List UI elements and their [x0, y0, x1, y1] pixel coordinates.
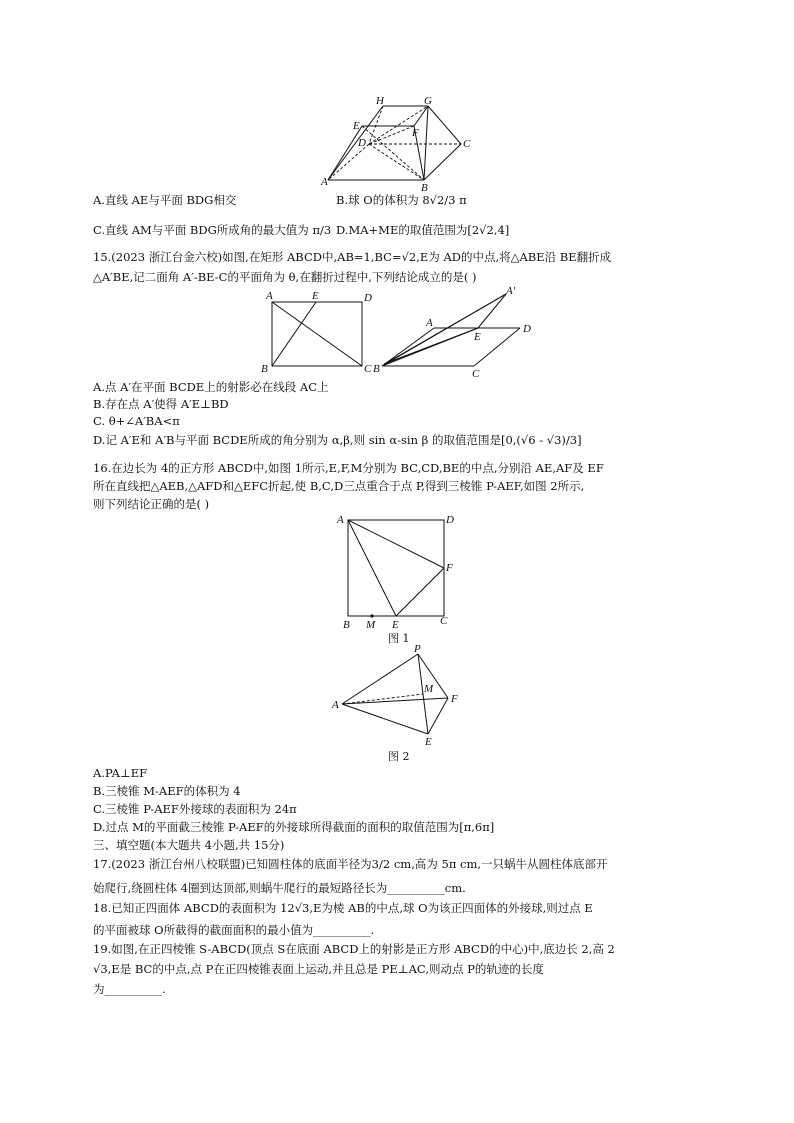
q16-fig1-label: M [366, 619, 376, 631]
q16-fig1-label: C [440, 615, 448, 627]
q15-stem-line1: 15.(2023 浙江台金六校)如图,在矩形 ABCD中,AB=1,BC=√2,E为 AD的中点,将△ABE沿 BE翻折成 [93, 250, 612, 264]
q16-fig2-caption: 图 2 [388, 750, 410, 763]
fig-top-label: G [424, 95, 432, 107]
q15-fig-left-label: E [312, 290, 319, 302]
fig-top-label: F [412, 127, 419, 139]
q15-option-a: A.点 A′在平面 BCDE上的射影必在线段 AC上 [93, 380, 329, 394]
q16-figure-2 [330, 644, 470, 748]
fig-top-label: A [321, 176, 328, 188]
q14-option-b: B.球 O的体积为 8√2/3 π [336, 193, 467, 207]
q16-fig2-label: F [451, 693, 458, 705]
q16-option-b: B.三棱锥 M-AEF的体积为 4 [93, 784, 241, 798]
fig-top-label: D [358, 137, 366, 149]
q15-fig-left-label: A [266, 290, 273, 302]
q15-fig-right-label: D [523, 323, 531, 335]
q17-line2: 始爬行,绕圆柱体 4圈到达顶部,则蜗牛爬行的最短路径长为__________cm. [93, 881, 466, 895]
fig-top-label: E [353, 120, 360, 132]
section-heading-fill-in: 三、填空题(本大题共 4小题,共 15分) [93, 838, 285, 852]
q16-fig1-label: E [392, 619, 399, 631]
fig-top-label: B [421, 182, 428, 192]
q17-line1: 17.(2023 浙江台州八校联盟)已知圆柱体的底面半径为3/2 cm,高为 5π cm,一只蜗牛从圆柱体底部开 [93, 857, 608, 871]
q15-fig-left-label: C [364, 363, 372, 374]
q15-fig-right-label: A [426, 317, 433, 329]
q15-option-c: C. θ+∠A′BA<π [93, 414, 180, 428]
q15-fig-right-label: A′ [506, 285, 516, 297]
q18-line1: 18.已知正四面体 ABCD的表面积为 12√3,E为棱 AB的中点,球 O为该正四面体的外接球,则过点 E [93, 901, 593, 915]
figure-top-solid [318, 92, 478, 192]
q16-figure-1 [334, 510, 464, 646]
q16-fig2-label: E [425, 736, 432, 748]
q18-line2: 的平面被球 O所截得的截面面积的最小值为__________. [93, 923, 375, 937]
q15-fig-right-label: B [373, 363, 380, 375]
q16-fig2-label: P [414, 644, 421, 655]
q16-fig2-label: A [332, 699, 339, 711]
q14-option-c: C.直线 AM与平面 BDG所成角的最大值为 π/3 [93, 223, 332, 237]
q16-stem-line2: 所在直线把△AEB,△AFD和△EFC折起,使 B,C,D三点重合于点 P,得到三棱锥 P-AEF,如图 2所示, [93, 479, 585, 493]
q16-fig1-label: B [343, 619, 350, 631]
q16-stem-line3: 则下列结论正确的是( ) [93, 497, 210, 511]
q16-option-c: C.三棱锥 P-AEF外接球的表面积为 24π [93, 802, 297, 816]
q15-option-b: B.存在点 A′使得 A′E⊥BD [93, 397, 229, 411]
q16-stem-line1: 16.在边长为 4的正方形 ABCD中,如图 1所示,E,F,M分别为 BC,CD,BE的中点,分别沿 AE,AF及 EF [93, 461, 604, 475]
q15-option-d: D.记 A′E和 A′B与平面 BCDE所成的角分别为 α,β,则 sin α-sin β 的取值范围是[0,(√6 - √3)/3] [93, 433, 582, 447]
q16-fig1-caption: 图 1 [388, 632, 410, 645]
q15-fig-left-label: D [364, 292, 372, 304]
q19-line3: 为__________. [93, 982, 166, 996]
q16-option-a: A.PA⊥EF [93, 766, 148, 780]
q15-figure-folded [370, 282, 540, 378]
q15-fig-right-label: E [474, 331, 481, 343]
q15-fig-left-label: B [261, 363, 268, 374]
q16-fig1-label: D [446, 514, 454, 526]
q15-stem-line2: △A′BE,记二面角 A′-BE-C的平面角为 θ,在翻折过程中,下列结论成立的是( ) [93, 270, 477, 284]
q16-fig1-label: A [337, 514, 344, 526]
q16-option-d: D.过点 M的平面截三棱锥 P-AEF的外接球所得截面的面积的取值范围为[π,6π] [93, 820, 495, 834]
q19-line1: 19.如图,在正四棱锥 S-ABCD(顶点 S在底面 ABCD上的射影是正方形 ABCD的中心)中,底边长 2,高 2 [93, 942, 615, 956]
q14-option-d: D.MA+ME的取值范围为[2√2,4] [336, 223, 510, 237]
fig-top-label: C [463, 138, 471, 150]
q16-fig1-label: F [446, 562, 453, 574]
q19-line2: √3,E是 BC的中点,点 P在正四棱锥表面上运动,并且总是 PE⊥AC,则动点 P的轨迹的长度 [93, 962, 544, 976]
q15-fig-right-label: C [472, 368, 480, 378]
q14-option-a: A.直线 AE与平面 BDG相交 [93, 193, 237, 207]
q16-fig2-label: M [424, 683, 434, 695]
fig-top-label: H [376, 95, 384, 107]
q15-figure-rectangle [258, 288, 378, 374]
